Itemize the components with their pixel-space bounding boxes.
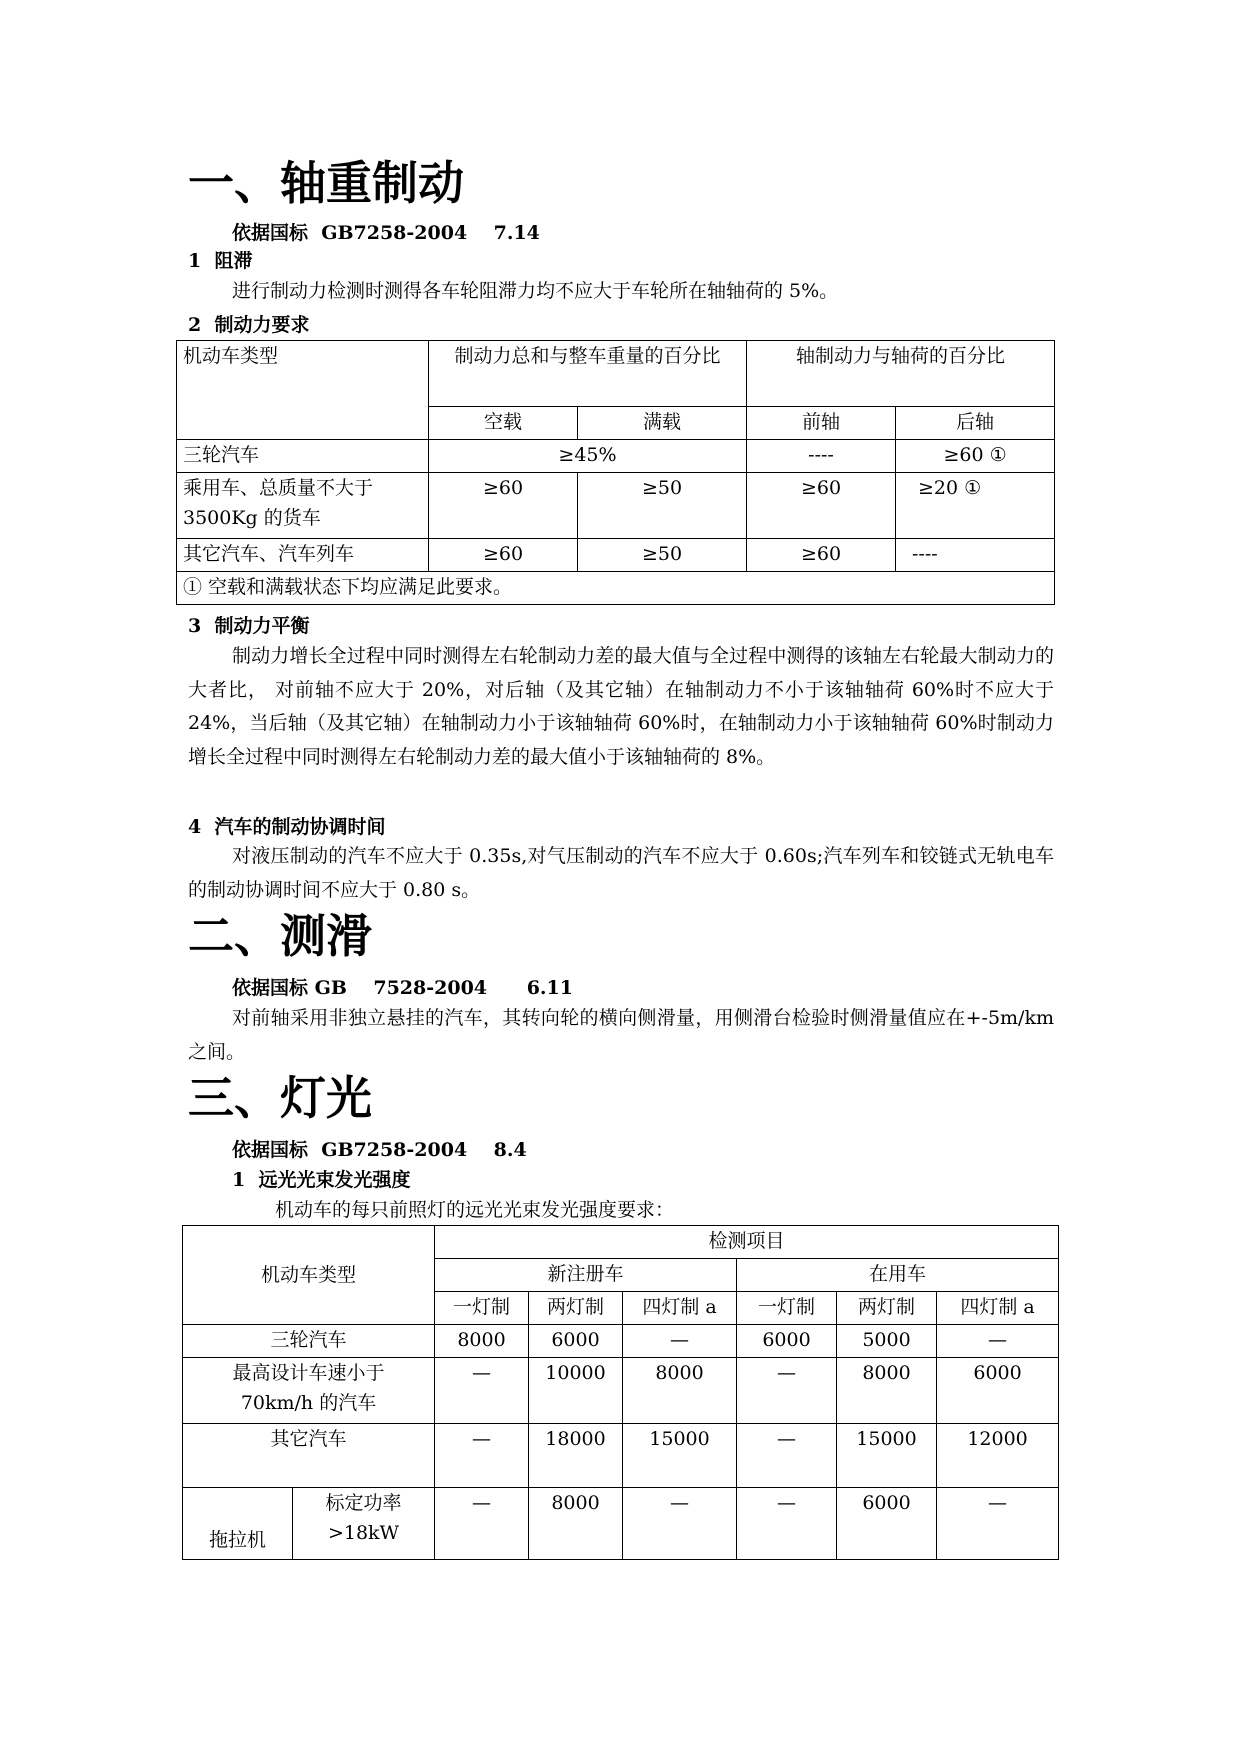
section-2-basis: 依据国标 GB 7528-2004 6.11 bbox=[232, 977, 573, 999]
cell-front: ≥60 bbox=[747, 539, 896, 572]
table-row bbox=[177, 473, 1055, 539]
table-row bbox=[183, 1358, 1059, 1424]
header-one-lamp: 一灯制 bbox=[435, 1292, 529, 1325]
header-axle-brake-ratio: 轴制动力与轴荷的百分比 bbox=[747, 341, 1055, 407]
brake-force-table bbox=[176, 340, 1055, 605]
table-note: ① 空载和满载状态下均应满足此要求。 bbox=[177, 572, 1055, 605]
cell-value: — bbox=[937, 1488, 1059, 1560]
cell-tractor-power: 标定功率 >18kW bbox=[293, 1488, 435, 1560]
section-1-basis: 依据国标 GB7258-2004 7.14 bbox=[232, 222, 540, 244]
header-rear-axle: 后轴 bbox=[896, 407, 1055, 440]
subsection-1-4-text: 对液压制动的汽车不应大于 0.35s,对气压制动的汽车不应大于 0.60s;汽车列车和铰链式无轨电车的制动协调时间不应大于 0.80 s。 bbox=[188, 845, 1054, 901]
cell-value: 15000 bbox=[623, 1424, 737, 1488]
table-row bbox=[183, 1424, 1059, 1488]
cell-vehicle-type: 三轮汽车 bbox=[177, 440, 429, 473]
subsection-1-2-title: 2 制动力要求 bbox=[188, 314, 310, 336]
table-row bbox=[183, 1325, 1059, 1358]
subsection-1-1-text: 进行制动力检测时测得各车轮阻滞力均不应大于车轮所在轴轴荷的 5%。 bbox=[232, 280, 839, 302]
table-row bbox=[177, 440, 1055, 473]
cell-rear: ≥60 ① bbox=[896, 440, 1055, 473]
cell-full: ≥50 bbox=[578, 473, 747, 539]
cell-value: 15000 bbox=[837, 1424, 937, 1488]
cell-value: — bbox=[737, 1488, 837, 1560]
cell-vehicle-type: 其它汽车、汽车列车 bbox=[177, 539, 429, 572]
header-full-load: 满载 bbox=[578, 407, 747, 440]
header-two-lamp: 两灯制 bbox=[529, 1292, 623, 1325]
section-1-title: 一、轴重制动 bbox=[188, 156, 464, 210]
header-front-axle: 前轴 bbox=[747, 407, 896, 440]
header-two-lamp: 两灯制 bbox=[837, 1292, 937, 1325]
header-total-brake-ratio: 制动力总和与整车重量的百分比 bbox=[429, 341, 747, 407]
cell-rear: ≥20 ① bbox=[896, 473, 1055, 539]
cell-front: ---- bbox=[747, 440, 896, 473]
cell-vehicle-type: 乘用车、总质量不大于 3500Kg 的货车 bbox=[177, 473, 429, 539]
section-2-title: 二、测滑 bbox=[188, 909, 372, 963]
cell-front: ≥60 bbox=[747, 473, 896, 539]
cell-vehicle-type: 其它汽车 bbox=[183, 1424, 435, 1488]
cell-value: 6000 bbox=[529, 1325, 623, 1358]
header-one-lamp: 一灯制 bbox=[737, 1292, 837, 1325]
subsection-1-1-title: 1 阻滞 bbox=[188, 250, 253, 272]
subsection-1-3-title: 3 制动力平衡 bbox=[188, 615, 310, 637]
header-vehicle-type: 机动车类型 bbox=[177, 341, 429, 440]
cell-value: 6000 bbox=[737, 1325, 837, 1358]
cell-rear: ---- bbox=[896, 539, 1055, 572]
cell-value: — bbox=[435, 1488, 529, 1560]
subsection-3-1-title: 1 远光光束发光强度 bbox=[232, 1169, 411, 1191]
header-new-registration: 新注册车 bbox=[435, 1259, 737, 1292]
header-in-use: 在用车 bbox=[737, 1259, 1059, 1292]
cell-value: 12000 bbox=[937, 1424, 1059, 1488]
subsection-1-3-text: 制动力增长全过程中同时测得左右轮制动力差的最大值与全过程中测得的该轴左右轮最大制动力的大者比， 对前轴不应大于 20%，对后轴（及其它轴）在轴制动力不小于该轴轴荷 60%时不应大于 24%，当后轴（及其它轴）在轴制动力小于该轴轴荷 60%时，在轴制动力小于该轴轴荷 60%时制动力增长全过程中同时测得左右轮制动力差的最大值小于该轴轴荷的 8%。 bbox=[188, 645, 1054, 768]
cell-value: 5000 bbox=[837, 1325, 937, 1358]
section-3-title: 三、灯光 bbox=[188, 1071, 372, 1125]
cell-value: 8000 bbox=[623, 1358, 737, 1424]
cell-value: 8000 bbox=[837, 1358, 937, 1424]
section-3-basis: 依据国标 GB7258-2004 8.4 bbox=[232, 1139, 527, 1161]
cell-tractor: 拖拉机 bbox=[183, 1488, 293, 1560]
header-four-lamp: 四灯制 a bbox=[937, 1292, 1059, 1325]
section-3-intro: 机动车的每只前照灯的远光光束发光强度要求： bbox=[275, 1199, 675, 1221]
cell-value: 8000 bbox=[435, 1325, 529, 1358]
cell-value: 6000 bbox=[937, 1358, 1059, 1424]
cell-value: — bbox=[435, 1358, 529, 1424]
cell-value: 10000 bbox=[529, 1358, 623, 1424]
cell-value: 18000 bbox=[529, 1424, 623, 1488]
table-row bbox=[183, 1488, 1059, 1560]
cell-total: ≥45% bbox=[429, 440, 747, 473]
cell-value: — bbox=[737, 1358, 837, 1424]
cell-empty: ≥60 bbox=[429, 473, 578, 539]
cell-vehicle-type: 最高设计车速小于 70km/h 的汽车 bbox=[183, 1358, 435, 1424]
section-2-text: 对前轴采用非独立悬挂的汽车，其转向轮的横向侧滑量，用侧滑台检验时侧滑量值应在+-5m/km 之间。 bbox=[188, 1007, 1054, 1063]
header-empty-load: 空载 bbox=[429, 407, 578, 440]
cell-empty: ≥60 bbox=[429, 539, 578, 572]
header-vehicle-type: 机动车类型 bbox=[183, 1226, 435, 1325]
header-four-lamp: 四灯制 a bbox=[623, 1292, 737, 1325]
subsection-1-4-title: 4 汽车的制动协调时间 bbox=[188, 816, 386, 838]
cell-value: 8000 bbox=[529, 1488, 623, 1560]
cell-value: — bbox=[937, 1325, 1059, 1358]
cell-value: — bbox=[623, 1488, 737, 1560]
header-test-items: 检测项目 bbox=[435, 1226, 1059, 1259]
cell-full: ≥50 bbox=[578, 539, 747, 572]
headlight-intensity-table bbox=[182, 1225, 1059, 1560]
cell-value: — bbox=[737, 1424, 837, 1488]
cell-value: 6000 bbox=[837, 1488, 937, 1560]
table-row bbox=[177, 539, 1055, 572]
cell-vehicle-type: 三轮汽车 bbox=[183, 1325, 435, 1358]
cell-value: — bbox=[623, 1325, 737, 1358]
cell-value: — bbox=[435, 1424, 529, 1488]
